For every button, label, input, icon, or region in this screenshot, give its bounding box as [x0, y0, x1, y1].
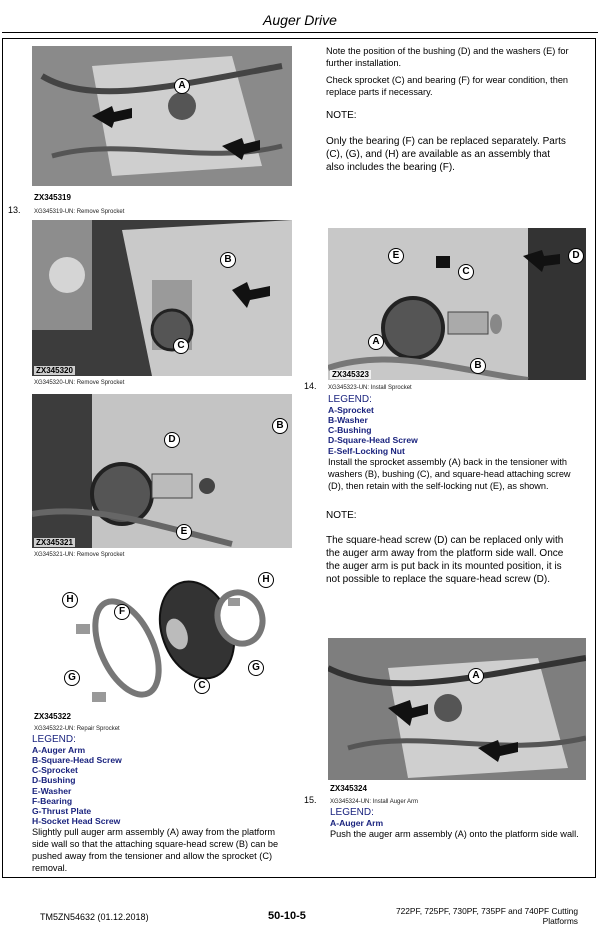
figure-4-callout-h-2: H [258, 572, 274, 588]
check-sprocket-line-2: replace parts if necessary. [326, 87, 433, 97]
figure-4-callout-g-2: G [64, 670, 80, 686]
figure-5-callout-c: C [458, 264, 474, 280]
legend-item-bushing: D-Bushing [32, 775, 76, 785]
figure-5-callout-a: A [368, 334, 384, 350]
legend-item-install-bushing: C-Bushing [328, 425, 372, 435]
note-bushing-position-line-2: further installation. [326, 58, 402, 68]
figure-5-callout-e: E [388, 248, 404, 264]
note-2-label: NOTE: [326, 510, 357, 521]
note-1-label: NOTE: [326, 110, 357, 121]
legend-title-left: LEGEND: [32, 734, 76, 745]
note-2-text-line-2: the auger arm away from the platform side wall. Once [326, 548, 564, 559]
note-bushing-position-line-1: Note the position of the bushing (D) and the washers (E) for [326, 46, 569, 56]
legend-title-right-2: LEGEND: [330, 807, 374, 818]
figure-5-caption: XG345323-UN: Install Sprocket [328, 385, 412, 391]
install-sprocket-line-3: (D), then retain with the self-locking nut (E), as shown. [328, 481, 549, 491]
figure-4-id: ZX345322 [34, 712, 71, 721]
paragraph-pull-auger-arm-line-4: removal. [32, 863, 68, 873]
figure-5-callout-b: B [470, 358, 486, 374]
figure-6-id: ZX345324 [330, 784, 367, 793]
legend-item-square-head-screw: B-Square-Head Screw [32, 755, 122, 765]
figure-5-illustration [328, 228, 586, 380]
note-1-text-line-3: also includes the bearing (F). [326, 162, 455, 173]
footer-document-number: TM5ZN54632 (01.12.2018) [40, 912, 149, 922]
figure-1-id: ZX345319 [34, 193, 71, 202]
note-1-text-line-1: Only the bearing (F) can be replaced separately. Parts [326, 136, 566, 147]
figure-repair-sprocket [32, 566, 292, 710]
figure-2-callout-b: B [220, 252, 236, 268]
legend-item-washer: E-Washer [32, 786, 72, 796]
figure-4-callout-g-1: G [248, 660, 264, 676]
figure-1-illustration [32, 46, 292, 186]
legend-title-right: LEGEND: [328, 394, 372, 405]
figure-4-callout-c: C [194, 678, 210, 694]
figure-1-callout-a: A [174, 78, 190, 94]
figure-remove-sprocket-2 [32, 220, 292, 376]
legend-item-sprocket: C-Sprocket [32, 765, 78, 775]
legend-item-bearing: F-Bearing [32, 796, 73, 806]
figure-6-callout-a: A [468, 668, 484, 684]
check-sprocket-line-1: Check sprocket (C) and bearing (F) for wear condition, then [326, 75, 569, 85]
figure-1-caption: XG345319-UN: Remove Sprocket [34, 209, 125, 215]
footer-model-line-2: Platforms [542, 916, 578, 926]
figure-4-caption: XG345322-UN: Repair Sprocket [34, 726, 120, 732]
legend-item-auger-arm: A-Auger Arm [32, 745, 86, 755]
figure-3-id: ZX345321 [36, 538, 73, 547]
legend-item-install-self-locking-nut: E-Self-Locking Nut [328, 446, 405, 456]
figure-3-illustration [32, 394, 292, 548]
figure-remove-sprocket-3 [32, 394, 292, 548]
footer-model-text [378, 906, 578, 926]
page-title: Auger Drive [263, 12, 337, 28]
figure-2-caption: XG345320-UN: Remove Sprocket [34, 380, 125, 386]
legend-item-install-auger-arm: A-Auger Arm [330, 818, 384, 828]
note-2-text-line-3: the auger arm is put back in its mounted position, it is [326, 561, 562, 572]
figure-install-auger-arm [328, 638, 586, 780]
figure-3-callout-b: B [272, 418, 288, 434]
page-header [0, 0, 600, 34]
footer-model-line-1: 722PF, 725PF, 730PF, 735PF and 740PF Cutting [395, 906, 578, 916]
figure-3-callout-d: D [164, 432, 180, 448]
legend-item-socket-head-screw: H-Socket Head Screw [32, 816, 121, 826]
figure-install-sprocket [328, 228, 586, 380]
step-13-number: 13. [8, 205, 21, 215]
legend-item-thrust-plate: G-Thrust Plate [32, 806, 92, 816]
figure-5-callout-d: D [568, 248, 584, 264]
figure-2-illustration [32, 220, 292, 376]
legend-item-install-sprocket: A-Sprocket [328, 405, 374, 415]
note-1-text-line-2: (C), (G), and (H) are available as an assembly that [326, 149, 550, 160]
legend-item-install-square-head-screw: D-Square-Head Screw [328, 435, 418, 445]
figure-4-callout-h-1: H [62, 592, 78, 608]
figure-5-id: ZX345323 [332, 370, 369, 379]
paragraph-pull-auger-arm-line-2: side wall so that the attaching square-head screw (B) can be [32, 839, 279, 849]
figure-remove-sprocket-1 [32, 46, 292, 186]
figure-6-illustration [328, 638, 586, 780]
paragraph-pull-auger-arm-line-3: pushed away from the tensioner and allow the sprocket (C) [32, 851, 273, 861]
figure-4-illustration [32, 566, 292, 710]
figure-4-callout-f: F [114, 604, 130, 620]
header-rule [2, 32, 598, 33]
note-2-text-line-4: not possible to replace the square-head screw (D). [326, 574, 551, 585]
figure-2-id: ZX345320 [36, 366, 73, 375]
note-2-text-line-1: The square-head screw (D) can be replaced only with [326, 535, 564, 546]
legend-item-install-washer: B-Washer [328, 415, 368, 425]
figure-2-callout-c: C [173, 338, 189, 354]
figure-6-caption: XG345324-UN: Install Auger Arm [330, 799, 419, 805]
step-14-number: 14. [304, 381, 317, 391]
push-auger-arm-text: Push the auger arm assembly (A) onto the platform side wall. [330, 829, 579, 839]
footer-page-number: 50-10-5 [268, 910, 306, 922]
install-sprocket-line-1: Install the sprocket assembly (A) back in the tensioner with [328, 457, 567, 467]
install-sprocket-line-2: washers (B), bushing (C), and square-head attaching screw [328, 469, 571, 479]
paragraph-pull-auger-arm-line-1: Slightly pull auger arm assembly (A) away from the platform [32, 827, 276, 837]
figure-3-caption: XG345321-UN: Remove Sprocket [34, 552, 125, 558]
step-15-number: 15. [304, 795, 317, 805]
figure-3-callout-e: E [176, 524, 192, 540]
